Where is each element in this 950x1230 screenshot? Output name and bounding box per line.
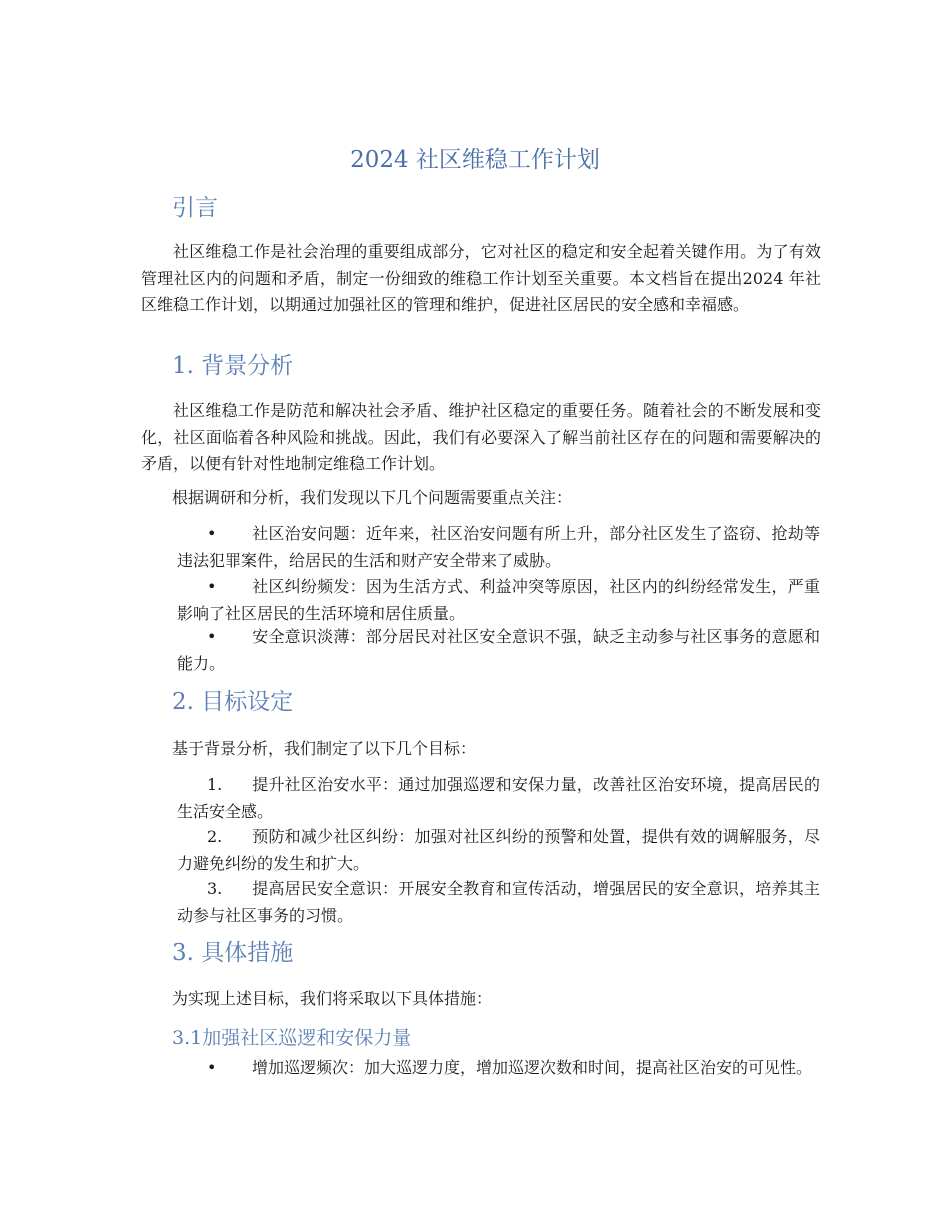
number-marker: 1. xyxy=(207,775,223,794)
list-item-text: 社区治安问题：近年来，社区治安问题有所上升，部分社区发生了盗窃、抢劫等违法犯罪案件，给居民的生活和财产安全带来了威胁。 xyxy=(177,524,820,570)
background-paragraph: 社区维稳工作是防范和解决社会矛盾、维护社区稳定的重要任务。随着社会的不断发展和变化，社区面临着各种风险和挑战。因此，我们有必要深入了解当前社区存在的问题和需要解决的矛盾，以便有针对性地制定维稳工作计划。 xyxy=(141,401,821,473)
heading-intro: 引言 xyxy=(172,195,218,221)
list-item xyxy=(177,876,820,929)
heading-goals: 2. 目标设定 xyxy=(172,689,294,715)
list-item xyxy=(177,521,820,574)
background-lead: 根据调研和分析，我们发现以下几个问题需要重点关注： xyxy=(172,488,573,507)
number-marker: 2. xyxy=(207,827,223,846)
goals-lead: 基于背景分析，我们制定了以下几个目标： xyxy=(172,739,477,758)
list-item xyxy=(177,624,820,677)
list-item xyxy=(177,824,820,877)
heading-background: 1. 背景分析 xyxy=(172,353,294,379)
list-item-text: 社区纠纷频发：因为生活方式、利益冲突等原因，社区内的纠纷经常发生，严重影响了社区居民的生活环境和居住质量。 xyxy=(177,577,820,623)
list-item-text: 增加巡逻频次：加大巡逻力度，增加巡逻次数和时间，提高社区治安的可见性。 xyxy=(252,1058,813,1077)
list-item xyxy=(177,574,820,627)
subheading-patrol: 3.1加强社区巡逻和安保力量 xyxy=(172,1027,412,1049)
measures-lead: 为实现上述目标，我们将采取以下具体措施： xyxy=(172,989,493,1008)
list-item xyxy=(177,772,820,825)
list-item-text: 安全意识淡薄：部分居民对社区安全意识不强，缺乏主动参与社区事务的意愿和能力。 xyxy=(177,627,820,673)
bullet-marker: • xyxy=(207,577,217,596)
bullet-marker: • xyxy=(207,627,217,646)
list-item-text: 提高居民安全意识：开展安全教育和宣传活动，增强居民的安全意识，培养其主动参与社区事务的习惯。 xyxy=(177,879,820,925)
list-item-text: 提升社区治安水平：通过加强巡逻和安保力量，改善社区治安环境，提高居民的生活安全感。 xyxy=(177,775,820,821)
bullet-marker: • xyxy=(207,524,217,543)
bullet-marker: • xyxy=(207,1058,217,1077)
heading-measures: 3. 具体措施 xyxy=(172,940,294,966)
document-title: 2024 社区维稳工作计划 xyxy=(350,147,600,173)
number-marker: 3. xyxy=(207,879,223,898)
list-item-text: 预防和减少社区纠纷：加强对社区纠纷的预警和处置，提供有效的调解服务，尽力避免纠纷的发生和扩大。 xyxy=(177,827,820,873)
intro-paragraph: 社区维稳工作是社会治理的重要组成部分，它对社区的稳定和安全起着关键作用。为了有效管理社区内的问题和矛盾，制定一份细致的维稳工作计划至关重要。本文档旨在提出2024 年社区维稳工作计划，以期通过加强社区的管理和维护，促进社区居民的安全感和幸福感。 xyxy=(141,242,821,314)
list-item xyxy=(177,1055,820,1082)
